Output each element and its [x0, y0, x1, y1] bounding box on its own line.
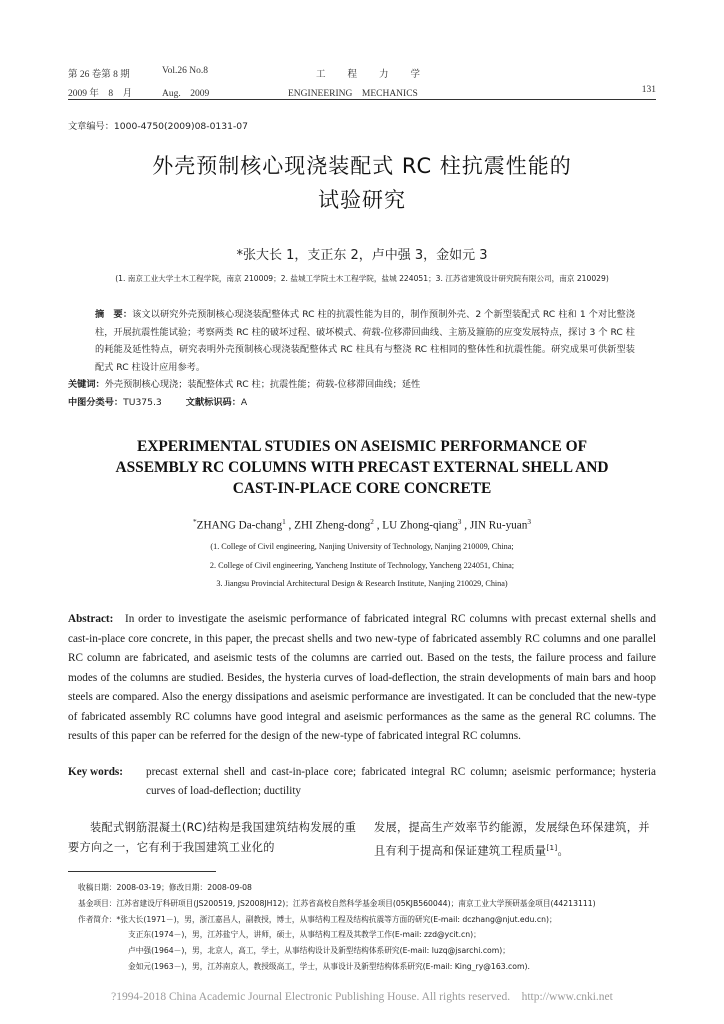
article-number: 文章编号：1000-4750(2009)08-0131-07 [68, 121, 248, 132]
header-journal-en: ENGINEERING MECHANICS [288, 89, 418, 99]
abstract-cn-text: 该文以研究外壳预制核心现浇装配整体式 RC 柱的抗震性能为目的，制作预制外壳、2 个新型装配式 RC 柱和 1 个对比整浇柱，开展抗震性能试验；考察两类 RC 柱的破坏过程、破坏模式、荷载-位移滞回曲线、主筋及箍筋的应变发展特点，探讨 3 个 RC 柱的耗能及延性特点，研究表明外壳预制核心现浇装配整体式 RC 柱具有与整浇 RC 柱相同的整体性和抗震性能。研究成果可供新型装配式 RC 柱设计应用参考。 [95, 309, 635, 373]
footnote-author-4: 金如元(1963－)，男，江苏南京人，教授级高工，学士，从事设计及新型结构体系研究(E-mail: King_ry@163.com). [128, 961, 530, 971]
title-en-line2: ASSEMBLY RC COLUMNS WITH PRECAST EXTERNAL SHELL AND [115, 459, 609, 476]
doc-code-label: 文献标识码： [185, 397, 241, 408]
keywords-en-label: Key words: [68, 766, 123, 778]
footnote-rule [68, 871, 216, 872]
citation-ref[interactable]: [1] [546, 843, 558, 852]
abstract-en-label: Abstract: [68, 613, 114, 625]
header-journal-cn: 工 程 力 学 [316, 70, 422, 80]
affiliation-en-3: 3. Jiangsu Provincial Architectural Design & Research Institute, Nanjing 210029, China) [216, 579, 508, 588]
keywords-cn [68, 376, 608, 394]
header-date-en: Aug. 2009 [162, 89, 210, 99]
header-date: 2009 年 8 月 [68, 89, 133, 99]
abstract-cn [95, 306, 635, 376]
header-rule [68, 99, 656, 100]
clc-label: 中图分类号： [68, 397, 124, 408]
body-column-right [374, 818, 658, 862]
affiliations-cn: (1. 南京工业大学土木工程学院，南京 210009；2. 盐城工学院土木工程学院，盐城 224051；3. 江苏省建筑设计研究院有限公司，南京 210029) [115, 274, 609, 283]
title-en-line1: EXPERIMENTAL STUDIES ON ASEISMIC PERFORMANCE OF [137, 438, 587, 455]
title-cn-line2: 试验研究 [318, 188, 406, 212]
keywords-en-text: precast external shell and cast-in-place core; fabricated integral RC column; aseismic performance; hysteria curves of load-deflection; ductility [146, 766, 656, 797]
title-en-line3: CAST-IN-PLACE CORE CONCRETE [232, 480, 492, 497]
footnotes [78, 880, 596, 975]
abstract-cn-label: 摘 要： [95, 309, 133, 320]
classification [68, 394, 608, 412]
footnote-author-2: 支正东(1974－)，男，江苏盐宁人，讲师，硕士，从事结构工程及其教学工作(E-mail: zzd@ycit.cn)； [128, 930, 481, 940]
footnote-funding: 基金项目：江苏省建设厅科研项目(JS200519, JS2008JH12)；江苏省高校自然科学基金项目(05KJB560044)；南京工业大学预研基金项目(44213111) [78, 898, 596, 908]
footnote-author-3: 卢中强(1964－)，男，北京人，高工，学士，从事结构设计及新型结构体系研究(E-mail: luzq@jsarchi.com)； [128, 946, 510, 956]
header-page-number: 131 [641, 85, 656, 95]
body-column-right-text: 发展，提高生产效率节约能源，发展绿色环保建筑，并且有利于提高和保证建筑工程质量 [374, 821, 650, 858]
body-column-right-end: 。 [557, 844, 570, 858]
doc-code-value: A [240, 397, 248, 408]
affiliation-en-1: (1. College of Civil engineering, Nanjing University of Technology, Nanjing 210009, China; [210, 542, 514, 551]
body-column-left: 装配式钢筋混凝土(RC)结构是我国建筑结构发展的重要方向之一，它有利于我国建筑工业化的 [68, 821, 357, 854]
footnote-received: 收稿日期：2008-03-19；修改日期：2008-09-08 [78, 883, 252, 892]
keywords-cn-label: 关键词： [68, 379, 105, 390]
authors-cn: *张大长 1，支正东 2，卢中强 3，金如元 3 [236, 248, 488, 263]
header-volume-en: Vol.26 No.8 [162, 66, 209, 76]
keywords-cn-text: 外壳预制核心现浇；装配整体式 RC 柱；抗震性能；荷载-位移滞回曲线；延性 [104, 379, 421, 390]
abstract-en [68, 610, 656, 747]
title-cn-line1: 外壳预制核心现浇装配式 RC 柱抗震性能的 [152, 154, 572, 178]
affiliation-en-2: 2. College of Civil engineering, Yancheng Institute of Technology, Yancheng 224051, China; [209, 561, 515, 570]
authors-en: *ZHANG Da-chang$^1$ , ZHI Zheng-dong$^2$ , LU Zhong-qiang$^3$ , JIN Ru-yuan$^3$ [193, 518, 531, 532]
footnote-author-1: 作者简介：*张大长(1971－)，男，浙江嘉昌人，副教授，博士，从事结构工程及结构抗震等方面的研究(E-mail: dczhang@njut.edu.cn)； [78, 914, 557, 924]
clc-value: TU375.3 [123, 397, 162, 408]
cnki-watermark: ?1994-2018 China Academic Journal Electronic Publishing House. All rights reserved. http://www.cnki.net [111, 991, 613, 1003]
header-volume: 第 26 卷第 8 期 [68, 70, 130, 80]
abstract-en-text: In order to investigate the aseismic performance of fabricated integral RC columns with precast external shells and cast-in-place core concrete, in this paper, the precast shells and two new-type of fabricated assembly RC columns and one parallel RC column are fabricated, and aseismic tests of the columns are carried out. Based on the tests, the failure process and failure modes of the columns are studied. Besides, the hysteria curves of load-deflection, the strain developments of main bars and hoop steels are compared. Also the energy dissipations and aseismic performance are investigated. It can be concluded that the new-type of fabricated assembly RC columns have good integral and aseismic performances as the same as the general RC columns. The results of this paper can be referred for the design of the new-type of fabricated integral RC columns. [68, 613, 657, 742]
title-en [60, 436, 664, 499]
